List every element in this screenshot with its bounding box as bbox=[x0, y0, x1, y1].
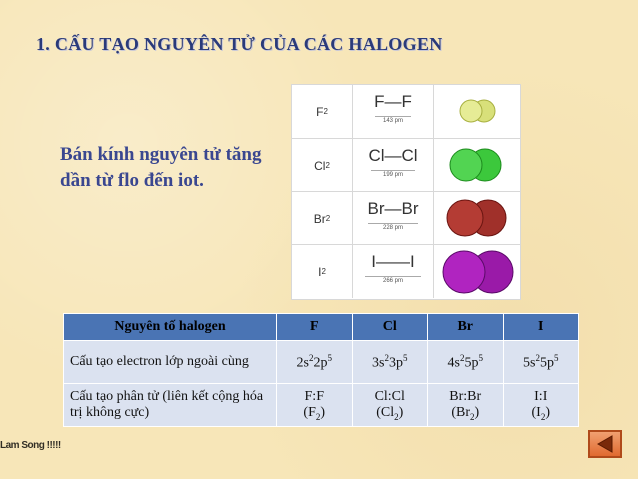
molecule-structure-cell: Cl:Cl $(Cl_2)$ bbox=[352, 384, 428, 427]
bond-length: 228 pm bbox=[382, 225, 403, 231]
author-credit: Lam Song !!!!! bbox=[0, 440, 61, 451]
molecule-formula: F 2 bbox=[292, 85, 353, 138]
molecule-formula: Br 2 bbox=[292, 192, 353, 245]
bond-length: 199 pm bbox=[382, 172, 403, 178]
bond-length-line bbox=[368, 223, 418, 224]
molecule-model-cl2 bbox=[434, 139, 520, 192]
bond-text: I——I bbox=[371, 252, 415, 271]
header-cell: Nguyên tố halogen bbox=[64, 314, 277, 341]
header-cell: F bbox=[277, 314, 353, 341]
molecule-row-cl2 bbox=[292, 138, 520, 192]
molecule-formula: Cl 2 bbox=[292, 139, 353, 192]
molecule-structure-cell: F:F $(F_2)$ bbox=[277, 384, 353, 427]
molecule-structure-cell: Br:Br $(Br_2)$ bbox=[428, 384, 504, 427]
atom-sphere bbox=[460, 100, 482, 122]
bond-diagram bbox=[353, 192, 434, 245]
bond-length-line bbox=[365, 276, 421, 277]
header-cell: Cl bbox=[352, 314, 428, 341]
radius-description: Bán kính nguyên tử tăng dần từ flo đến iot. bbox=[60, 144, 262, 191]
bond-text: Cl—Cl bbox=[368, 146, 418, 165]
atom-sphere bbox=[443, 251, 485, 293]
table-row bbox=[64, 341, 579, 384]
table-row bbox=[64, 384, 579, 427]
electron-config-cell: $5s^25p^5$ bbox=[503, 341, 579, 384]
bond-diagram bbox=[353, 85, 434, 138]
space-filling-model bbox=[434, 192, 520, 245]
atom-sphere bbox=[447, 200, 483, 236]
electron-config-cell: $4s^25p^5$ bbox=[428, 341, 504, 384]
table-header-row bbox=[64, 314, 579, 341]
molecule-row-f2 bbox=[292, 85, 520, 138]
bond-diagram bbox=[353, 139, 434, 192]
bond-length-line bbox=[375, 116, 411, 117]
electron-config-cell: $3s^23p^5$ bbox=[352, 341, 428, 384]
header-cell: I bbox=[503, 314, 579, 341]
molecule-row-br2 bbox=[292, 191, 520, 245]
halogen-table bbox=[63, 313, 579, 427]
molecule-model-f2 bbox=[434, 85, 520, 138]
space-filling-model bbox=[434, 85, 520, 138]
molecule-model-i2 bbox=[434, 245, 520, 298]
molecule-formula: I 2 bbox=[292, 245, 353, 298]
molecule-panel bbox=[291, 84, 521, 300]
space-filling-model bbox=[434, 245, 520, 300]
molecule-structure-cell: I:I $(I_2)$ bbox=[503, 384, 579, 427]
triangle-left-icon bbox=[590, 432, 620, 456]
row-label: Cấu tạo electron lớp ngoài cùng bbox=[64, 341, 277, 384]
bond-length: 143 pm bbox=[382, 118, 403, 124]
space-filling-model bbox=[434, 139, 520, 192]
header-cell: Br bbox=[428, 314, 504, 341]
bond-length-line bbox=[371, 170, 415, 171]
bond-text: Br—Br bbox=[367, 199, 419, 218]
bond-length: 266 pm bbox=[382, 278, 403, 284]
row-label: Cấu tạo phân tử (liên kết cộng hóa trị không cực) bbox=[64, 384, 277, 427]
molecule-model-br2 bbox=[434, 192, 520, 245]
atom-sphere bbox=[450, 149, 482, 181]
molecule-row-i2 bbox=[292, 244, 520, 300]
bond-text: F—F bbox=[374, 92, 412, 111]
slide-title: 1. CẤU TẠO NGUYÊN TỬ CỦA CÁC HALOGEN bbox=[36, 34, 443, 54]
bond-diagram bbox=[353, 245, 434, 298]
back-button[interactable] bbox=[588, 430, 622, 458]
electron-config-cell: $2s^22p^5$ bbox=[277, 341, 353, 384]
